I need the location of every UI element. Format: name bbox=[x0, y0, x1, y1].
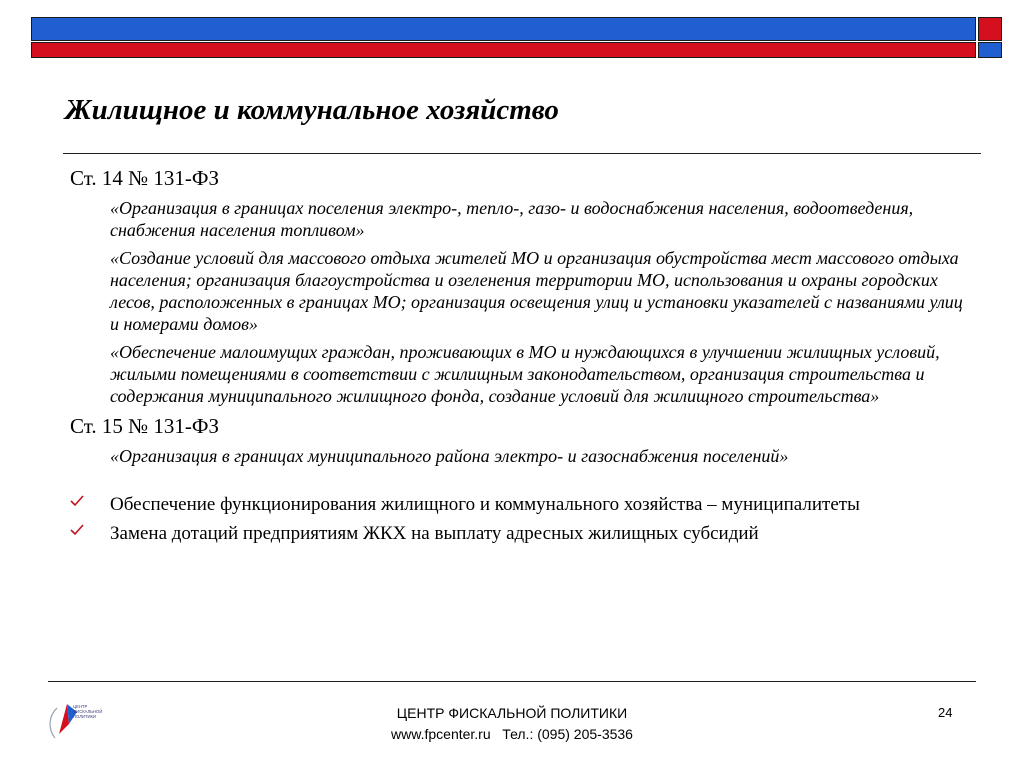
bullet-item bbox=[110, 522, 975, 545]
article-15-quote-1: «Организация в границах муниципального района электро- и газоснабжения поселений» bbox=[110, 446, 789, 466]
bullet-text: Обеспечение функционирования жилищного и коммунального хозяйства – муниципалитеты bbox=[110, 494, 860, 515]
check-icon bbox=[70, 494, 84, 508]
title-divider bbox=[63, 153, 981, 154]
footer-divider bbox=[48, 681, 976, 682]
header-blue-square bbox=[978, 42, 1002, 58]
footer-contact: www.fpcenter.ru Тел.: (095) 205-3536 bbox=[391, 726, 633, 742]
footer-organization: ЦЕНТР ФИСКАЛЬНОЙ ПОЛИТИКИ bbox=[396, 705, 628, 721]
header-red-square bbox=[978, 17, 1002, 41]
header-red-bar bbox=[31, 42, 976, 58]
slide-content bbox=[70, 165, 975, 551]
article-heading-14: Ст. 14 № 131-ФЗ bbox=[70, 166, 219, 190]
page-number: 24 bbox=[938, 705, 953, 720]
svg-text:ФИСКАЛЬНОЙ: ФИСКАЛЬНОЙ bbox=[73, 709, 103, 714]
bullet-text: Замена дотаций предприятиям ЖКХ на выплату адресных жилищных субсидий bbox=[110, 523, 759, 544]
header-blue-bar bbox=[31, 17, 976, 41]
article-heading-15: Ст. 15 № 131-ФЗ bbox=[70, 414, 219, 438]
article-14-quote-1: «Организация в границах поселения электро-, тепло-, газо- и водоснабжения населения, водоотведения, снабжения населения топливом» bbox=[110, 198, 914, 240]
article-14-quote-2: «Создание условий для массового отдыха жителей МО и организация обустройства мест массового отдыха населения; организация благоустройства и озеленения территории МО, использования и охраны городских лесов, расположенных в границах МО; организация освещения улиц и установки указателей с названиями улиц и номерами домов» bbox=[110, 248, 963, 334]
svg-text:ПОЛИТИКИ: ПОЛИТИКИ bbox=[73, 714, 96, 719]
svg-text:ЦЕНТР: ЦЕНТР bbox=[73, 704, 88, 709]
article-14-quote-3: «Обеспечение малоимущих граждан, проживающих в МО и нуждающихся в улучшении жилищных условий, жилыми помещениями в соответствии с жилищным законодательством, организация строительства и содержания муниципального жилищного фонда, создание условий для жилищного строительства» bbox=[110, 342, 940, 406]
bullet-item bbox=[110, 493, 975, 516]
slide-title: Жилищное и коммунальное хозяйство bbox=[65, 94, 559, 126]
check-icon bbox=[70, 523, 84, 537]
